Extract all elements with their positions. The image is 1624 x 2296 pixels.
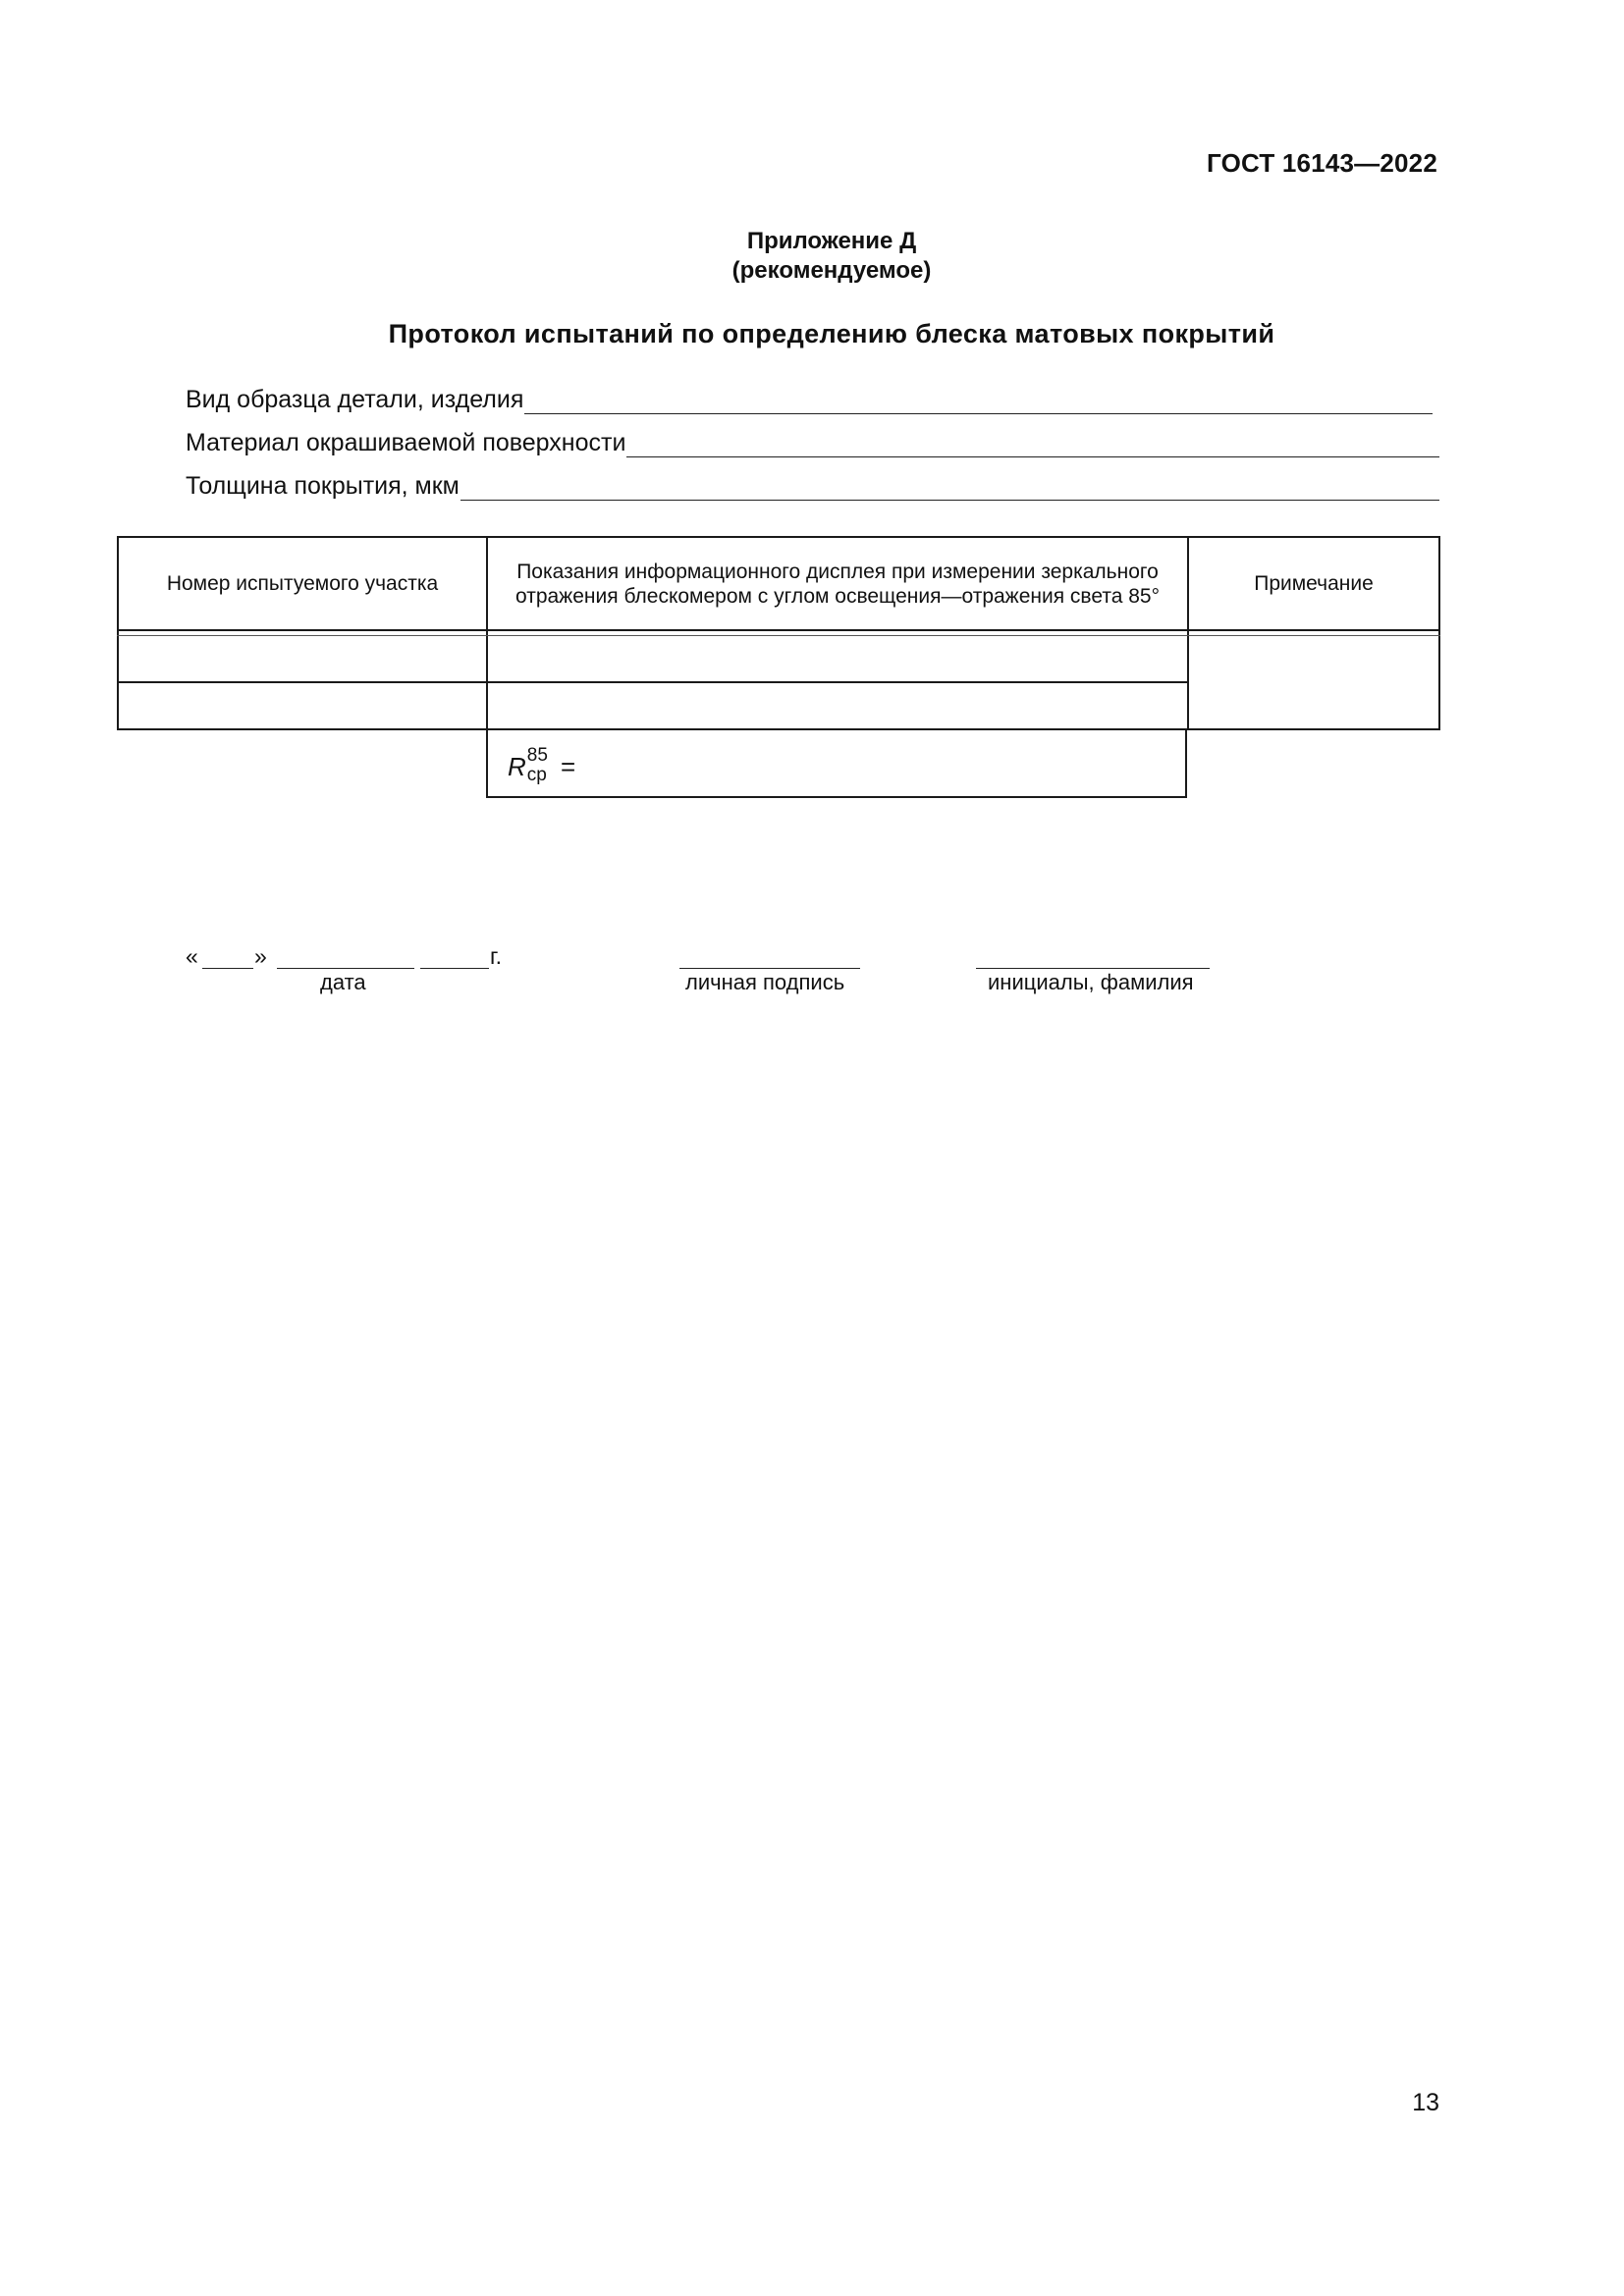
date-day-line[interactable] <box>202 967 253 969</box>
table-cell-note[interactable] <box>1189 638 1438 728</box>
appendix-title: Приложение Д <box>746 228 917 254</box>
field-coating-thickness[interactable] <box>186 467 1439 501</box>
name-line[interactable] <box>976 967 1210 969</box>
average-equals: = <box>561 752 576 781</box>
table-cell-reading[interactable] <box>488 683 1187 728</box>
year-suffix: г. <box>490 943 502 969</box>
protocol-title: Протокол испытаний по определению блеска матовых покрытий <box>388 319 1275 348</box>
field-surface-material[interactable] <box>186 424 1439 457</box>
table-header-rule <box>117 629 1440 631</box>
date-close-quote: » <box>254 943 267 969</box>
header-area-number: Номер испытуемого участка <box>166 572 439 595</box>
header-note: Примечание <box>1254 572 1374 595</box>
signature-caption: личная подпись <box>685 970 845 994</box>
field-fill-line[interactable] <box>626 431 1439 457</box>
field-sample-type[interactable] <box>186 381 1433 414</box>
page-number: 13 <box>1412 2089 1439 2116</box>
field-label: Материал окрашиваемой поверхности <box>186 429 626 456</box>
field-label: Толщина покрытия, мкм <box>186 472 460 500</box>
date-caption: дата <box>320 970 366 994</box>
date-open-quote: « <box>186 943 198 969</box>
average-formula <box>508 745 576 785</box>
average-subscript: ср <box>526 765 547 785</box>
field-fill-line[interactable] <box>460 474 1439 501</box>
average-symbol: R <box>508 752 526 781</box>
average-superscript: 85 <box>526 745 548 766</box>
signature-line[interactable] <box>679 967 860 969</box>
field-label: Вид образца детали, изделия <box>186 386 524 413</box>
field-fill-line[interactable] <box>524 388 1433 414</box>
appendix-status: (рекомендуемое) <box>731 257 932 284</box>
table-cell-reading[interactable] <box>488 638 1187 681</box>
name-caption: инициалы, фамилия <box>988 970 1194 994</box>
average-cell[interactable] <box>486 728 1187 798</box>
header-display-reading: Показания информационного дисплея при измерении зеркального отражения блескомером с углом освещения—отражения света 85° <box>514 560 1160 608</box>
date-year-line[interactable] <box>420 967 489 969</box>
date-month-line[interactable] <box>277 967 414 969</box>
table-cell-area[interactable] <box>119 683 486 728</box>
table-header-rule <box>117 635 1440 636</box>
document-code: ГОСТ 16143—2022 <box>1207 148 1437 178</box>
table-cell-area[interactable] <box>119 638 486 681</box>
